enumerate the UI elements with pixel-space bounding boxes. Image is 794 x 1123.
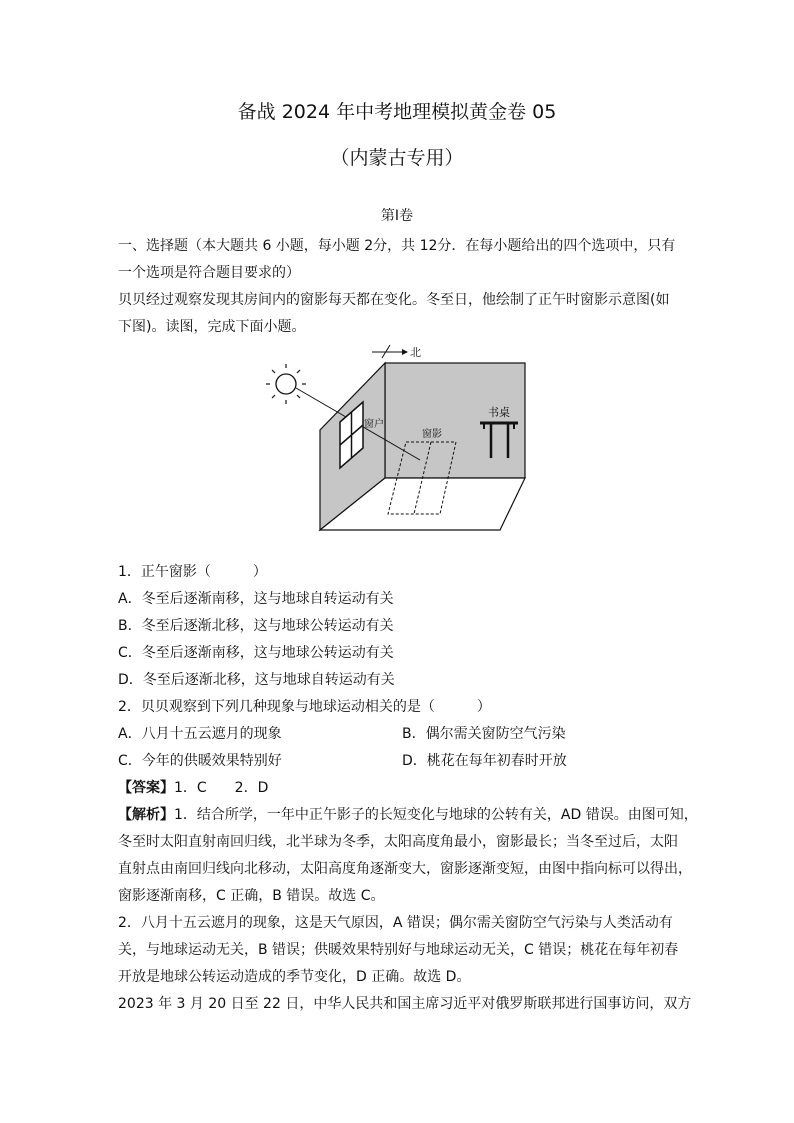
shadow-label: 窗影 <box>422 429 442 440</box>
question-1-option-d: D．冬至后逐渐北移，这与地球自转运动有关 <box>118 672 395 688</box>
sun-icon <box>266 364 306 404</box>
north-arrow-head <box>402 349 408 355</box>
analysis-line-6: 关，与地球运动无关，B 错误；供暖效果特别好与地球运动无关，C 错误；桃花在每年初春 <box>118 942 679 958</box>
analysis-line-7: 开放是地球公转运动造成的季节变化，D 正确。故选 D。 <box>118 969 471 985</box>
analysis-line-4: 窗影逐渐南移，C 正确，B 错误。故选 C。 <box>118 888 385 904</box>
question-1-option-a: A．冬至后逐渐南移，这与地球自转运动有关 <box>118 591 394 607</box>
intro-line-4: 下图)。读图，完成下面小题。 <box>118 319 306 335</box>
desk-label: 书桌 <box>488 406 510 419</box>
intro-line-3: 贝贝经过观察发现其房间内的窗影每天都在变化。冬至日，他绘制了正午时窗影示意图(如 <box>118 292 670 308</box>
next-passage-line-1: 2023 年 3 月 20 日至 22 日，中华人民共和国主席习近平对俄罗斯联邦进行国事访问，双方 <box>118 996 692 1012</box>
back-wall <box>385 363 525 478</box>
analysis-label: 【解析】 <box>118 807 174 823</box>
question-2-option-a: A．八月十五云遮月的现象 <box>118 726 282 742</box>
north-label: 北 <box>410 346 421 359</box>
intro-line-2: 一个选项是符合题目要求的） <box>118 265 300 281</box>
analysis-text-1: 1．结合所学，一年中正午影子的长短变化与地球的公转有关，AD 错误。由图可知， <box>174 807 698 823</box>
question-2-option-b: B．偶尔需关窗防空气污染 <box>402 726 566 742</box>
page-title: 备战 2024 年中考地理模拟黄金卷 05 <box>237 101 557 123</box>
question-2-option-c: C．今年的供暖效果特别好 <box>118 753 282 769</box>
analysis-line-5: 2．八月十五云遮月的现象，这是天气原因，A 错误；偶尔需关窗防空气污染与人类活动有 <box>118 915 673 931</box>
answer-line <box>118 777 268 797</box>
window-label: 窗户 <box>364 419 384 430</box>
question-1-option-c: C．冬至后逐渐南移，这与地球公转运动有关 <box>118 645 394 661</box>
section-heading: 第Ⅰ卷 <box>380 208 414 224</box>
question-1-option-b: B．冬至后逐渐北移，这与地球公转运动有关 <box>118 618 394 634</box>
question-2-stem: 2．贝贝观察到下列几种现象与地球运动相关的是（ ） <box>118 699 491 715</box>
intro-line-1: 一、选择题（本大题共 6 小题，每小题 2分，共 12分．在每小题给出的四个选项中，只有 <box>118 238 676 254</box>
question-2-option-d: D．桃花在每年初春时开放 <box>402 753 567 769</box>
page-subtitle: （内蒙古专用） <box>330 147 464 169</box>
analysis-line-2: 冬至时太阳直射南回归线，北半球为冬季，太阳高度角最小，窗影最长；当冬至过后，太阳 <box>118 834 678 850</box>
analysis-line-3: 直射点由南回归线向北移动，太阳高度角逐渐变大，窗影逐渐变短，由图中指向标可以得出， <box>118 861 692 877</box>
window-shadow-diagram <box>260 340 560 545</box>
answer-label: 【答案】 <box>118 780 174 796</box>
analysis-line-1 <box>118 804 698 824</box>
answer-text: 1．C 2．D <box>174 780 269 796</box>
question-1-stem: 1．正午窗影（ ） <box>118 564 267 580</box>
